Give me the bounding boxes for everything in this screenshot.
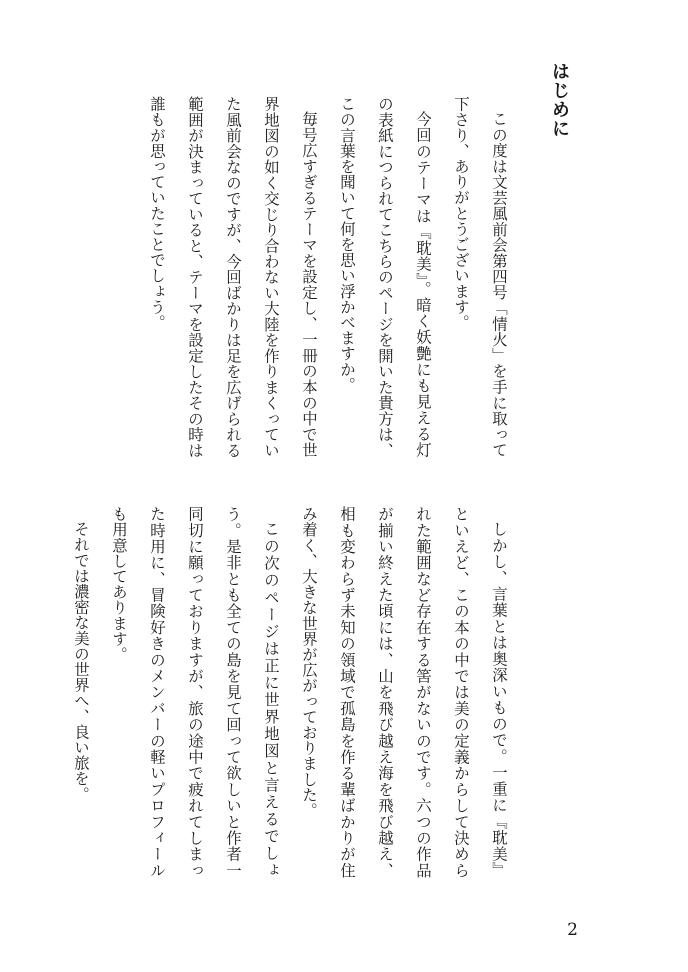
paragraph: 今回のテーマは『耽美』。暗く妖艶にも見える灯の表紙につられてこちらのページを開いた貴方は、この言葉を聞いて何を思い浮かべますか。: [338, 96, 432, 458]
paragraph: しかし、言葉とは奥深いもので。一重に『耽美』といえど、この本の中では美の定義からして決められた範囲など存在する筈がないのです。六つの作品が揃い終えた頃には、山を飛び越え海を飛び越え、相も変わらず未知の領域で孤島を作る輩ばかりが住み着く、大きな世界が広がっておりました。: [300, 506, 508, 878]
page-number: 2: [567, 920, 578, 940]
page-heading: はじめに: [549, 62, 570, 138]
paragraph: この次のページは正に世界地図と言えるでしょう。是非とも全ての島を見て回って欲しいと作者一同切に願っておりますが、旅の途中で疲れてしまった時用に、冒険好きのメンバーの軽いプロフィールも用意してあります。: [110, 506, 280, 878]
intro-text-block-lower: [62, 506, 518, 878]
intro-text-block-upper: [138, 96, 518, 458]
paragraph: この度は文芸風前会第四号「情火」を手に取って下さり、ありがとうございます。: [452, 96, 508, 458]
paragraph: それでは濃密な美の世界へ、良い旅を。: [72, 521, 90, 803]
paragraph: 毎号広すぎるテーマを設定し、一冊の本の中で世界地図の如く交じり合わない大陸を作りまくっていた風前会なのですが、今回ばかりは足を広げられる範囲が決まっていると、テーマを設定したその時は誰もが思っていたことでしょう。: [148, 96, 318, 458]
